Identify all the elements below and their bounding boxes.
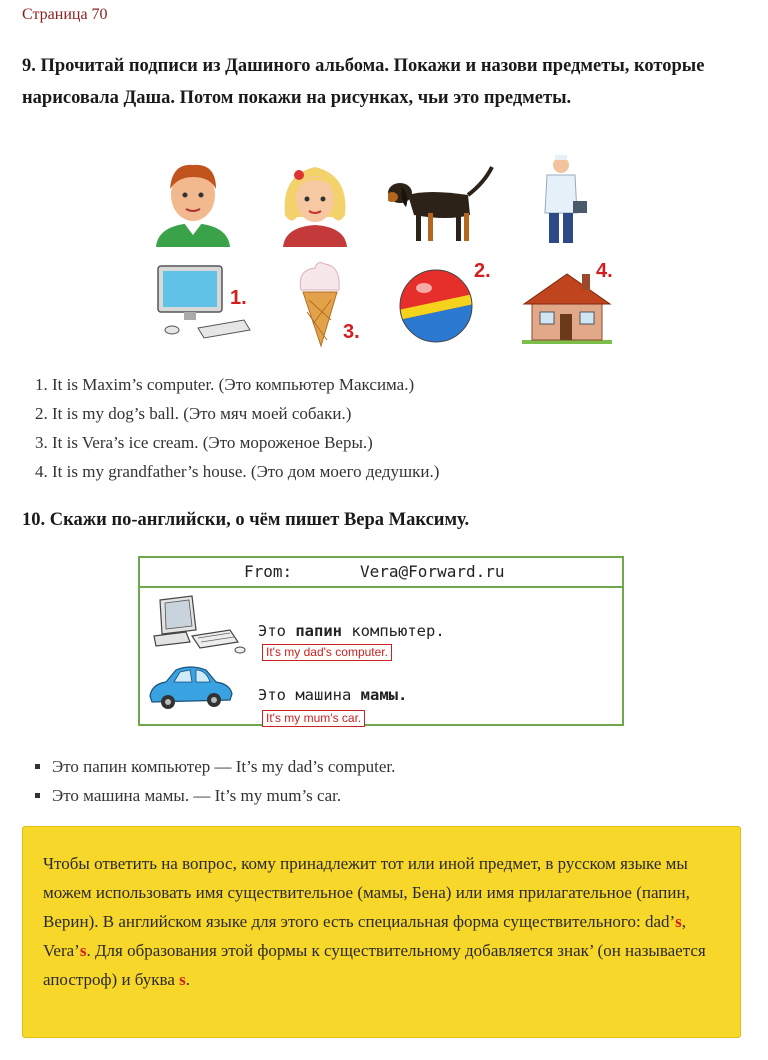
task-10-answers bbox=[22, 752, 395, 810]
car-icon bbox=[146, 662, 236, 712]
grammar-note: Чтобы ответить на вопрос, кому принадлежит тот или иной предмет, в русском языке мы можем использовать имя существительное (мамы, Бена) или имя прилагательное (папин, Верин). В английском языке для этого есть специальная форма существительного: dad’s, Vera’s. Для образования этой формы к существительному добавляется знак’ (он называется апостроф) и буква s. bbox=[22, 826, 741, 1038]
boy-maxim-picture bbox=[152, 155, 234, 247]
list-item: ▪ Это папин компьютер — It’s my dad’s computer. bbox=[52, 752, 395, 781]
email-card bbox=[138, 556, 624, 726]
email-header bbox=[140, 558, 622, 588]
task-9-title: 9. Прочитай подписи из Дашиного альбома. Покажи и назови предметы, которые нарисовала Даша. Потом покажи на рисунках, чьи это предметы. bbox=[22, 56, 705, 108]
list-item: 2. It is my dog’s ball. (Это мяч моей собаки.) bbox=[52, 399, 439, 428]
ball-picture bbox=[398, 268, 474, 344]
from-address: Vera@Forward.ru bbox=[360, 562, 505, 581]
email-line-2: Это машина мамы. bbox=[258, 686, 408, 704]
computer-icon bbox=[146, 594, 246, 654]
label-4: 4. bbox=[596, 260, 613, 282]
task-10-title: 10. Скажи по-английски, о чём пишет Вера Максиму. bbox=[22, 510, 470, 530]
list-item: ▪ Это машина мамы. — It’s my mum’s car. bbox=[52, 781, 395, 810]
answer-box-1: It's my dad's computer. bbox=[262, 644, 392, 661]
girl-vera-picture bbox=[275, 155, 355, 247]
doctor-grandfather-picture bbox=[535, 155, 591, 247]
task-9-answers bbox=[22, 370, 439, 486]
illustrations bbox=[130, 150, 640, 350]
bold-word: папин bbox=[295, 622, 342, 640]
label-3: 3. bbox=[343, 321, 360, 343]
label-1: 1. bbox=[230, 287, 247, 309]
from-label: From: bbox=[244, 562, 293, 581]
list-item: 4. It is my grandfather’s house. (Это дом моего дедушки.) bbox=[52, 457, 439, 486]
list-item: 3. It is Vera’s ice cream. (Это мороженое Веры.) bbox=[52, 428, 439, 457]
list-item: 1. It is Maxim’s computer. (Это компьютер Максима.) bbox=[52, 370, 439, 399]
dog-picture bbox=[388, 165, 498, 245]
answer-box-2: It's my mum's car. bbox=[262, 710, 365, 727]
bold-word: мамы. bbox=[360, 686, 408, 704]
email-line-1: Это папин компьютер. bbox=[258, 622, 445, 640]
label-2: 2. bbox=[474, 260, 491, 282]
page-link[interactable]: Страница 70 bbox=[22, 6, 108, 23]
ice-cream-picture bbox=[295, 260, 345, 348]
